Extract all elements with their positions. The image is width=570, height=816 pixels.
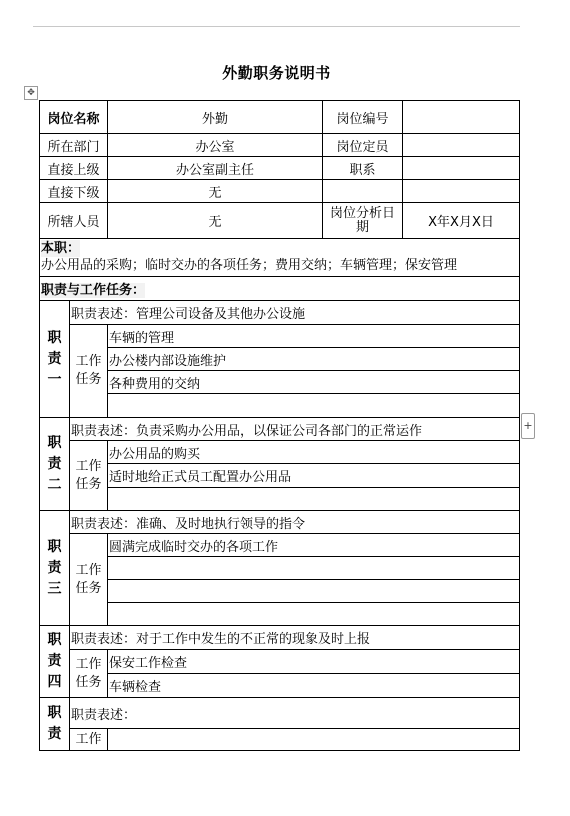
duties-header-cell: [40, 277, 520, 301]
duty-1-task-3[interactable]: 各种费用的交纳: [108, 371, 520, 394]
quota-label: 岗位定员: [323, 134, 403, 157]
table-row: [40, 394, 520, 418]
table-row: [40, 626, 520, 650]
duty-5-label: 职责: [40, 698, 70, 751]
table-row: [40, 534, 520, 557]
duty-1-task-label: 工作任务: [70, 325, 108, 418]
table-row: [40, 511, 520, 534]
duty-3-description[interactable]: 职责表述：准确、及时地执行领导的指令: [70, 511, 520, 534]
table-row: [40, 301, 520, 325]
table-row: [40, 729, 520, 751]
post-no-value[interactable]: [403, 101, 520, 134]
table-move-handle-icon[interactable]: ✥: [24, 86, 38, 100]
analysis-date-label: 岗位分析日期: [323, 203, 403, 239]
superior-value[interactable]: 办公室副主任: [108, 157, 323, 180]
table-row: [40, 464, 520, 488]
post-name-label: 岗位名称: [40, 101, 108, 134]
duty-3-task-3[interactable]: [108, 580, 520, 603]
table-row: [40, 557, 520, 580]
empty-cell[interactable]: [403, 180, 520, 203]
table-row: [40, 603, 520, 626]
document-title: 外勤职务说明书: [222, 64, 331, 82]
duty-1-task-1[interactable]: 车辆的管理: [108, 325, 520, 348]
table-row: [40, 580, 520, 603]
duty-5-task-label: 工作: [70, 729, 108, 751]
governed-value[interactable]: 无: [108, 203, 323, 239]
superior-label: 直接上级: [40, 157, 108, 180]
subordinate-label: 直接下级: [40, 180, 108, 203]
duty-1-label: 职责一: [40, 301, 70, 418]
duty-3-task-label: 工作任务: [70, 534, 108, 626]
duty-3-label: 职责三: [40, 511, 70, 626]
duty-2-task-label: 工作任务: [70, 441, 108, 511]
scope-text: 办公用品的采购；临时交办的各项任务；费用交纳；车辆管理；保安管理: [41, 258, 458, 273]
duty-4-task-label: 工作任务: [70, 650, 108, 698]
duty-3-task-4[interactable]: [108, 603, 520, 626]
duties-header: 职责与工作任务：: [41, 283, 146, 298]
table-row: [40, 441, 520, 464]
page-top-rule: [33, 26, 520, 27]
duty-2-task-3[interactable]: [108, 488, 520, 511]
table-row: [40, 134, 520, 157]
table-row: [40, 674, 520, 698]
table-row: [40, 325, 520, 348]
duty-2-task-2[interactable]: 适时地给正式员工配置办公用品: [108, 464, 520, 488]
table-row: [40, 277, 520, 301]
governed-label: 所辖人员: [40, 203, 108, 239]
duty-1-task-4[interactable]: [108, 394, 520, 418]
duty-4-label: 职责四: [40, 626, 70, 698]
duty-4-task-1[interactable]: 保安工作检查: [108, 650, 520, 674]
duty-2-task-1[interactable]: 办公用品的购买: [108, 441, 520, 464]
table-row: [40, 418, 520, 441]
duty-2-description[interactable]: 职责表述：负责采购办公用品，以保证公司各部门的正常运作: [70, 418, 520, 441]
duty-4-task-2[interactable]: 车辆检查: [108, 674, 520, 698]
table-row: [40, 239, 520, 277]
table-row: [40, 203, 520, 239]
duty-3-task-1[interactable]: 圆满完成临时交办的各项工作: [108, 534, 520, 557]
duty-3-task-2[interactable]: [108, 557, 520, 580]
table-row: [40, 157, 520, 180]
scope-label: 本职：: [41, 241, 81, 256]
table-row: [40, 371, 520, 394]
series-value[interactable]: [403, 157, 520, 180]
dept-value[interactable]: 办公室: [108, 134, 323, 157]
subordinate-value[interactable]: 无: [108, 180, 323, 203]
quota-value[interactable]: [403, 134, 520, 157]
job-description-table: [39, 100, 520, 751]
duty-1-task-2[interactable]: 办公楼内部设施维护: [108, 348, 520, 371]
post-no-label: 岗位编号: [323, 101, 403, 134]
post-name-value[interactable]: 外勤: [108, 101, 323, 134]
table-add-row-icon[interactable]: +: [521, 413, 535, 439]
series-label: 职系: [323, 157, 403, 180]
duty-5-task-1[interactable]: [108, 729, 520, 751]
duty-4-description[interactable]: 职责表述：对于工作中发生的不正常的现象及时上报: [70, 626, 520, 650]
table-row: [40, 348, 520, 371]
dept-label: 所在部门: [40, 134, 108, 157]
analysis-date-value[interactable]: X年X月X日: [403, 203, 520, 239]
duty-5-description[interactable]: 职责表述：: [70, 698, 520, 729]
table-row: [40, 488, 520, 511]
table-row: [40, 650, 520, 674]
table-row: [40, 180, 520, 203]
duty-2-label: 职责二: [40, 418, 70, 511]
scope-cell[interactable]: [40, 239, 520, 277]
table-row: [40, 101, 520, 134]
empty-cell[interactable]: [323, 180, 403, 203]
duty-1-description[interactable]: 职责表述：管理公司设备及其他办公设施: [70, 301, 520, 325]
table-row: [40, 698, 520, 729]
